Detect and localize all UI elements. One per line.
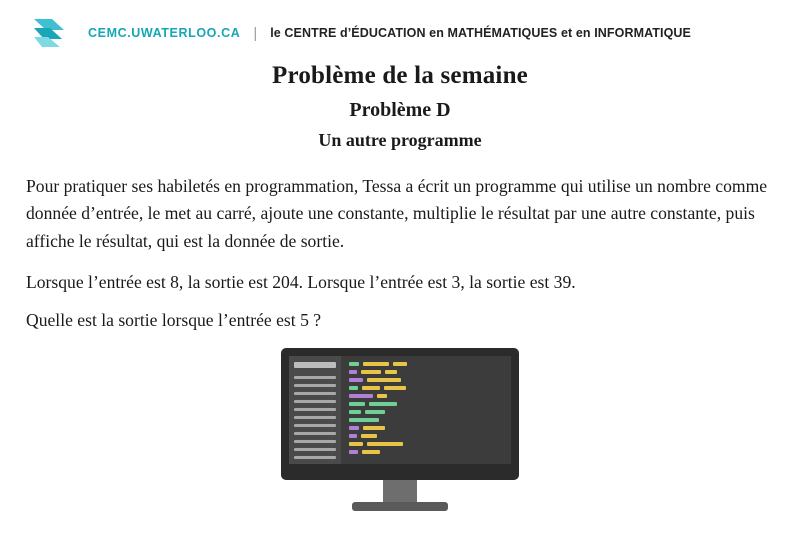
header-separator: | [253,24,258,42]
screen-code-panel [341,356,511,464]
title-block [0,62,800,151]
site-brand: CEMC.UWATERLOO.CA [88,26,241,40]
monitor-stand-neck [383,480,417,502]
paragraph-question: Quelle est la sortie lorsque l’entrée est 5 ? [26,310,322,331]
monitor-illustration [0,348,800,511]
problem-body [0,173,800,334]
screen-sidebar-panel [289,356,341,464]
page-header [0,0,800,44]
page-title: Problème de la semaine [272,62,528,89]
problem-level: Problème D [349,99,451,121]
desktop-monitor-with-code-icon [281,348,519,511]
monitor-bezel [281,348,519,480]
paragraph-intro: Pour pratiquer ses habiletés en programmation, Tessa a écrit un programme qui utilise un nombre comme donnée d’entrée, le met au carré, ajoute une constante, multiplie le résultat par une autre constante, puis affiche le résultat, qui est la donnée de sortie. [26,176,768,251]
monitor-stand-base [352,502,448,511]
header-tagline: le CENTRE d’ÉDUCATION en MATHÉMATIQUES et en INFORMATIQUE [270,26,691,40]
cemc-wave-logo-icon [30,16,70,50]
monitor-screen [289,356,511,464]
problem-name: Un autre programme [318,130,482,150]
paragraph-examples: Lorsque l’entrée est 8, la sortie est 204. Lorsque l’entrée est 3, la sortie est 39. [26,271,576,292]
